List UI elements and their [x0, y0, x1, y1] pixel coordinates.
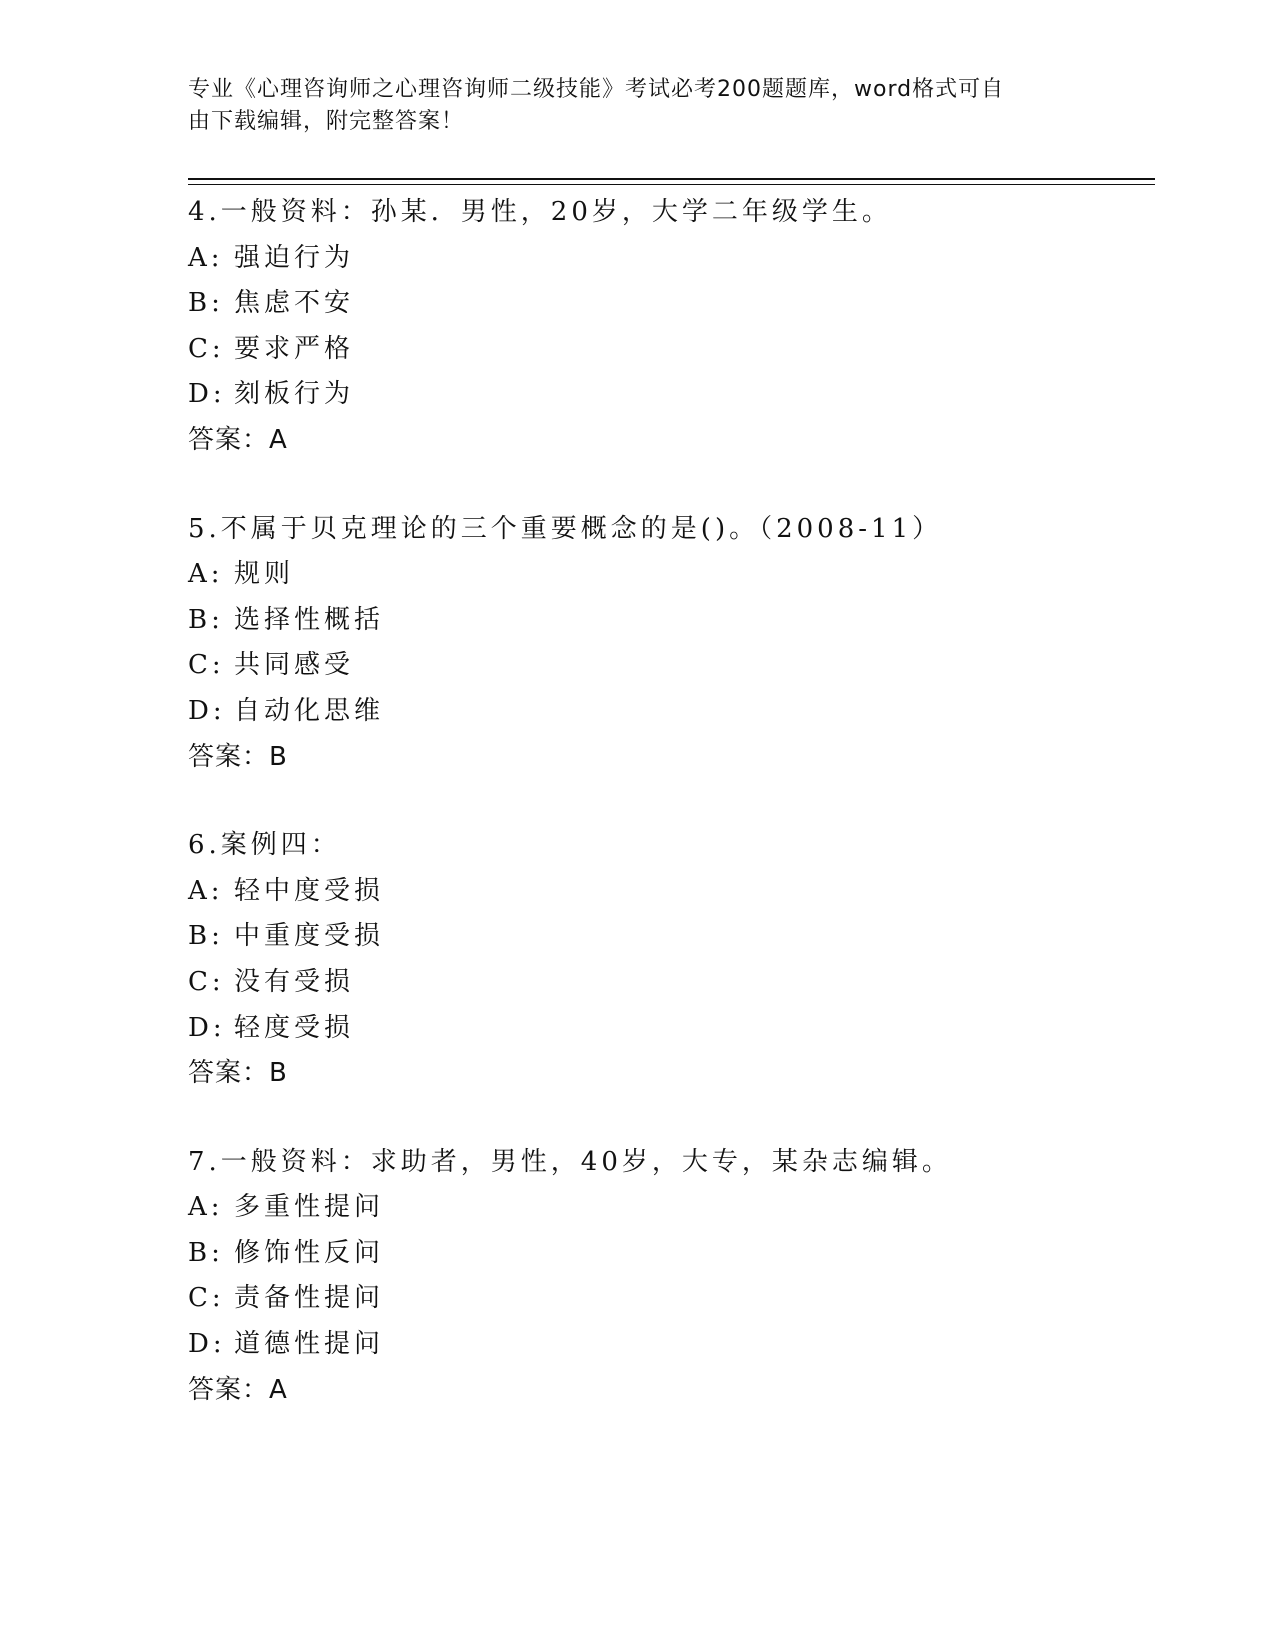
question-item [188, 190, 1148, 464]
answer-text: 答案：A [188, 424, 288, 455]
question-text: 4.一般资料：孙某．男性，20岁，大学二年级学生。 [188, 197, 892, 227]
document-header [188, 74, 1068, 138]
option-text: 刻板行为 [234, 379, 355, 410]
option-key: D: [188, 1329, 226, 1360]
option-text: 规则 [234, 559, 295, 590]
option-text: 没有受损 [234, 966, 355, 997]
option-c [188, 327, 1148, 373]
option-key: A: [188, 559, 224, 590]
option-d [188, 689, 1148, 735]
question-item [188, 823, 1148, 1097]
option-text: 修饰性反问 [234, 1237, 385, 1268]
option-a [188, 236, 1148, 282]
option-c [188, 643, 1148, 689]
option-key: B: [188, 604, 224, 635]
answer-text: 答案：A [188, 1374, 288, 1405]
question-text: 7.一般资料：求助者，男性，40岁，大专，某杂志编辑。 [188, 1146, 952, 1177]
option-key: D: [188, 1012, 226, 1043]
header-line-2: 由下载编辑，附完整答案！ [188, 109, 465, 134]
option-a [188, 869, 1148, 915]
option-text: 轻中度受损 [234, 875, 385, 906]
option-text: 自动化思维 [234, 695, 385, 726]
question-item [188, 1140, 1148, 1414]
option-text: 焦虑不安 [234, 288, 355, 319]
option-text: 要求严格 [234, 333, 355, 364]
option-b [188, 1231, 1148, 1277]
option-key: C: [188, 333, 225, 364]
option-key: A: [188, 1192, 224, 1223]
question-list [188, 190, 1148, 1456]
question-text: 5.不属于贝克理论的三个重要概念的是()。（2008-11） [188, 513, 943, 544]
option-c [188, 960, 1148, 1006]
option-text: 选择性概括 [234, 604, 385, 635]
option-d [188, 1322, 1148, 1368]
option-d [188, 372, 1148, 418]
question-text: 6.案例四： [188, 830, 341, 861]
option-key: B: [188, 288, 224, 319]
option-a [188, 552, 1148, 598]
option-b [188, 281, 1148, 327]
header-divider-thin [188, 184, 1155, 185]
option-key: C: [188, 1283, 225, 1314]
header-divider-thick [188, 178, 1155, 180]
option-a [188, 1185, 1148, 1231]
header-line-1: 专业《心理咨询师之心理咨询师二级技能》考试必考200题题库，word格式可自 [188, 77, 1005, 102]
option-key: C: [188, 650, 225, 681]
option-key: B: [188, 921, 224, 952]
option-b [188, 598, 1148, 644]
question-item [188, 507, 1148, 781]
option-key: D: [188, 695, 226, 726]
answer-text: 答案：B [188, 1058, 288, 1089]
option-text: 多重性提问 [234, 1192, 385, 1223]
option-text: 道德性提问 [234, 1329, 385, 1360]
option-c [188, 1276, 1148, 1322]
option-key: A: [188, 875, 224, 906]
option-text: 责备性提问 [234, 1283, 385, 1314]
option-d [188, 1006, 1148, 1052]
option-text: 共同感受 [234, 650, 355, 681]
option-key: D: [188, 379, 226, 410]
option-text: 轻度受损 [234, 1012, 355, 1043]
option-key: C: [188, 966, 225, 997]
option-text: 中重度受损 [234, 921, 385, 952]
option-key: A: [188, 242, 224, 273]
option-b [188, 914, 1148, 960]
answer-text: 答案：B [188, 741, 288, 772]
option-key: B: [188, 1237, 224, 1268]
option-text: 强迫行为 [234, 242, 355, 273]
